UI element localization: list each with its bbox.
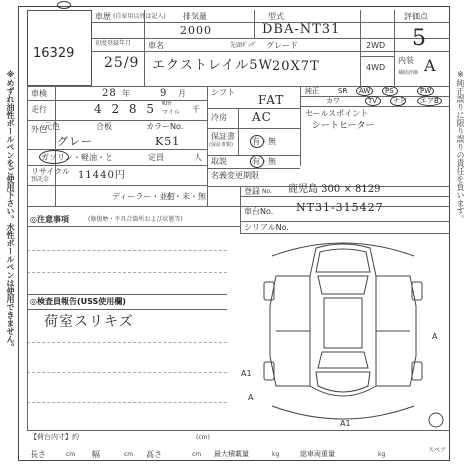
footer-dims-label: 【荷台内寸】約 xyxy=(30,433,79,441)
drive-4wd: 4WD xyxy=(366,63,386,72)
interior-sub: 補助評価 xyxy=(398,70,419,76)
first-reg-label: 初度登録年月 xyxy=(95,40,132,47)
exterior-color-label: 外色 xyxy=(31,125,47,134)
option-sr: SR xyxy=(338,87,348,95)
aw-selected-circle xyxy=(356,86,373,96)
option-ps: PS xyxy=(385,87,394,95)
other-label: 在・未・無 xyxy=(166,192,206,201)
side-note-right: ※純正誤りに限り誤りの責任を負います。 xyxy=(456,70,465,223)
color-code-value: K51 xyxy=(155,135,181,148)
model-label: 型式 xyxy=(268,12,284,21)
dealer-label: ディーラー・並行 xyxy=(112,192,176,201)
mark-a-right: A xyxy=(432,332,438,341)
recycle-sub: 預託金 xyxy=(31,176,50,183)
airbag-selected-circle xyxy=(417,96,442,106)
history-sub: (自家用以外は記入) xyxy=(113,13,166,20)
recycle-label: リサイクル xyxy=(31,167,70,176)
car-name-label: 車名 xyxy=(148,41,164,50)
ac-label: 冷房 xyxy=(211,113,227,122)
displacement-value: 2000 xyxy=(180,24,212,37)
pw-selected-circle xyxy=(417,86,434,96)
history-label: 車歴 xyxy=(95,12,111,21)
same-color-label: 合板 xyxy=(96,122,112,131)
first-reg-value: 25/9 xyxy=(104,55,140,71)
footer-width-label: 幅 xyxy=(92,450,100,459)
mileage-sub2: 千 xyxy=(192,105,200,114)
grade-prefix: 先頭ﾀﾞｯｸﾞ xyxy=(230,42,258,49)
displacement-label: 排気量 xyxy=(183,12,207,21)
registration-value: 鹿児島 300 × 8129 xyxy=(288,184,381,195)
warranty-label: 保証書 xyxy=(211,132,235,141)
drive-2wd: 2WD xyxy=(366,41,386,50)
lot-number: 16329 xyxy=(33,46,75,61)
ps-selected-circle xyxy=(382,86,398,96)
mileage-unit: Km xyxy=(162,100,172,107)
model-value: DBA-NT31 xyxy=(262,22,341,37)
manual-value: 有・無 xyxy=(252,157,276,166)
option-tv: TV xyxy=(368,97,378,105)
manual-label: 取説 xyxy=(211,157,227,166)
owner-change-label: 名義変更期限 xyxy=(211,171,259,180)
option-airbag: エアB xyxy=(420,97,439,105)
recycle-value: 11440円 xyxy=(78,170,126,181)
footer-total-weight-label: 総車両重量 xyxy=(300,450,335,458)
shaken-year-unit: 年 xyxy=(122,89,130,98)
option-pw: PW xyxy=(420,87,432,95)
inspector-value: 荷室スリキズ xyxy=(44,314,134,330)
footer-height-unit: cm xyxy=(192,451,202,458)
selling-point-label: セールスポイント xyxy=(305,109,369,118)
footer-width-unit: cm xyxy=(124,451,134,458)
interior-value: A xyxy=(424,56,437,75)
grade-label: グレード xyxy=(266,41,298,50)
mark-a-left: A xyxy=(248,393,254,402)
footer-dims-unit: (cm) xyxy=(196,434,210,441)
option-leather: カワ xyxy=(326,97,340,105)
fuel-options: ガソリン・軽油・と xyxy=(41,153,113,162)
notes-sub: (修復歴・不具合箇所および状態等) xyxy=(88,216,183,223)
warranty-selected-circle xyxy=(250,135,264,148)
passenger-label: 定員 xyxy=(148,153,164,162)
tv-selected-circle xyxy=(365,96,381,106)
car-diagram xyxy=(236,236,450,430)
manual-selected-circle xyxy=(250,155,264,168)
color-code-label: カラーNo. xyxy=(146,122,184,131)
footer-weight-unit: kg xyxy=(272,451,280,458)
shift-value: FAT xyxy=(258,93,285,107)
footer-length-label: 長さ xyxy=(30,450,46,459)
car-name-value: エクストレイル5W xyxy=(152,58,273,73)
option-genuine: 純正 xyxy=(305,87,319,95)
mark-a1-bottom: A1 xyxy=(340,419,351,428)
mark-a1-left: A1 xyxy=(241,369,252,378)
warranty-value: 有・無 xyxy=(252,137,276,146)
score-label: 評価点 xyxy=(404,12,428,21)
selling-point-value: シートヒーター xyxy=(312,121,375,131)
interior-label: 内装 xyxy=(398,56,414,65)
registration-no-label: No. xyxy=(262,188,272,195)
option-aw: AW xyxy=(359,87,371,95)
footer-height-label: 高さ xyxy=(146,450,162,459)
fuel-selected-circle xyxy=(39,150,69,164)
original-label: 元色 xyxy=(44,122,60,131)
chassis-label: 車台No. xyxy=(244,207,274,216)
shaken-month: 9 xyxy=(160,88,168,99)
shaken-year: 28 xyxy=(102,88,117,99)
side-note-left: ※めずれ油性ボールペンをご使用下さい。水性ボールペンは使用できません。 xyxy=(6,70,15,351)
passenger-unit: 人 xyxy=(194,153,202,162)
registration-label: 登録 xyxy=(244,187,260,196)
shaken-label: 車検 xyxy=(31,89,47,98)
footer-weight-label: 最大積載量 xyxy=(214,450,249,458)
inspector-title: ◎検査員報告(USS使用欄) xyxy=(30,297,126,306)
serial-label: シリアルNo. xyxy=(244,223,289,232)
navi-selected-circle xyxy=(390,96,406,106)
mileage-value: 4 2 8 5 xyxy=(94,102,157,116)
mileage-sub: マイル xyxy=(162,109,180,116)
warranty-sub: (保証書類) xyxy=(209,142,233,148)
score-value: 5 xyxy=(412,26,427,51)
exterior-color-value: グレー xyxy=(57,135,93,148)
option-navi: ナビ xyxy=(393,97,407,105)
mileage-label: 走行 xyxy=(31,105,47,114)
chassis-value: NT31-315427 xyxy=(296,201,384,214)
grade-value: 20X7T xyxy=(272,59,320,74)
shift-label: シフト xyxy=(211,88,235,97)
spare-label: スペア xyxy=(428,447,447,454)
shaken-month-unit: 月 xyxy=(178,89,186,98)
footer-total-weight-unit: kg xyxy=(378,451,386,458)
footer-length-unit: cm xyxy=(66,451,76,458)
header-circle-mark xyxy=(57,1,71,9)
notes-title: ◎注意事項 xyxy=(30,215,69,224)
ac-value: AC xyxy=(252,110,272,124)
